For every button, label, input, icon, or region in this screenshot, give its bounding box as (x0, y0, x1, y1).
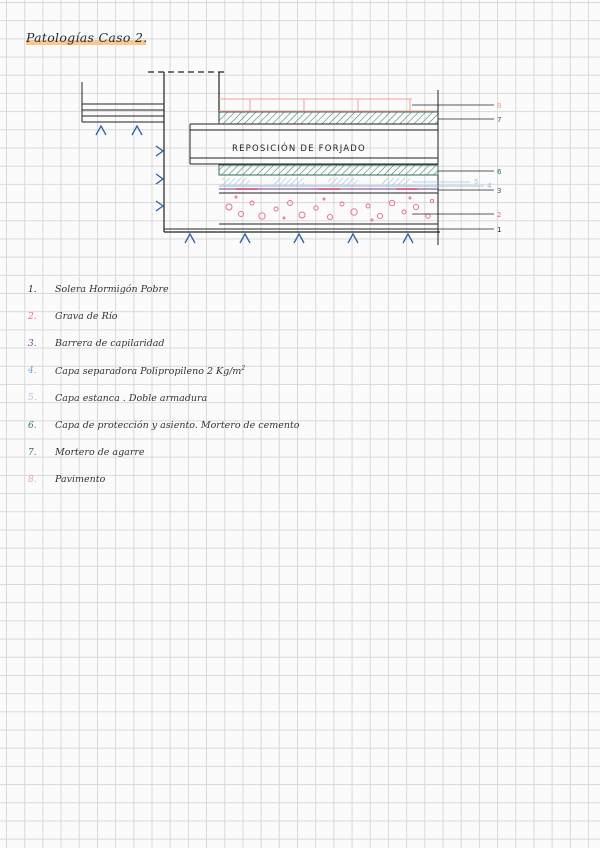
layer-number-4: 4 (487, 182, 492, 190)
legend-number: 1. (28, 284, 37, 295)
legend-text: Pavimento (55, 474, 106, 486)
legend-item (28, 303, 300, 330)
construction-section-diagram (0, 0, 600, 260)
mortar-layer (219, 112, 438, 124)
gravel-layer (219, 193, 438, 224)
layer-number-2: 2 (497, 211, 502, 219)
legend-list (28, 276, 300, 494)
legend-number: 6. (28, 420, 37, 431)
legend-text (55, 365, 245, 377)
legend-text: Barrera de capilaridad (55, 338, 165, 350)
legend-item (28, 412, 300, 439)
legend-text: Grava de Río (55, 311, 118, 323)
legend-item (28, 466, 300, 493)
legend-text: Capa estanca . Doble armadura (55, 392, 208, 404)
legend-text: Mortero de agarre (55, 447, 145, 459)
pavement-layer (219, 99, 438, 111)
legend-number: 7. (28, 447, 37, 458)
legend-text-superscript: 2 (241, 365, 246, 373)
legend-number: 4. (28, 366, 37, 377)
layer-number-3: 3 (497, 187, 502, 195)
layer-number-5: 5 (474, 178, 479, 186)
legend-number: 5. (28, 393, 37, 404)
page-title: Patologías Caso 2. (26, 30, 148, 45)
layer-number-8: 8 (497, 102, 502, 110)
waterproof-layer (219, 178, 438, 186)
layer-number-6: 6 (497, 168, 502, 176)
legend-number: 8. (28, 474, 37, 485)
left-beam (82, 82, 164, 122)
legend-text: Solera Hormigón Pobre (55, 284, 169, 296)
layer-number-1: 1 (497, 226, 502, 234)
protection-layer (219, 165, 438, 175)
legend-item (28, 439, 300, 466)
diagram-label: REPOSICIÓN DE FORJADO (232, 144, 366, 154)
layer-number-7: 7 (497, 116, 502, 124)
legend-item (28, 358, 300, 385)
legend-item (28, 276, 300, 303)
legend-number: 3. (28, 338, 37, 349)
legend-item (28, 330, 300, 357)
legend-item (28, 385, 300, 412)
legend-text-main: Capa separadora Polipropileno 2 Kg/m (55, 366, 242, 378)
legend-number: 2. (28, 311, 37, 322)
legend-text: Capa de protección y asiento. Mortero de cemento (55, 420, 300, 432)
